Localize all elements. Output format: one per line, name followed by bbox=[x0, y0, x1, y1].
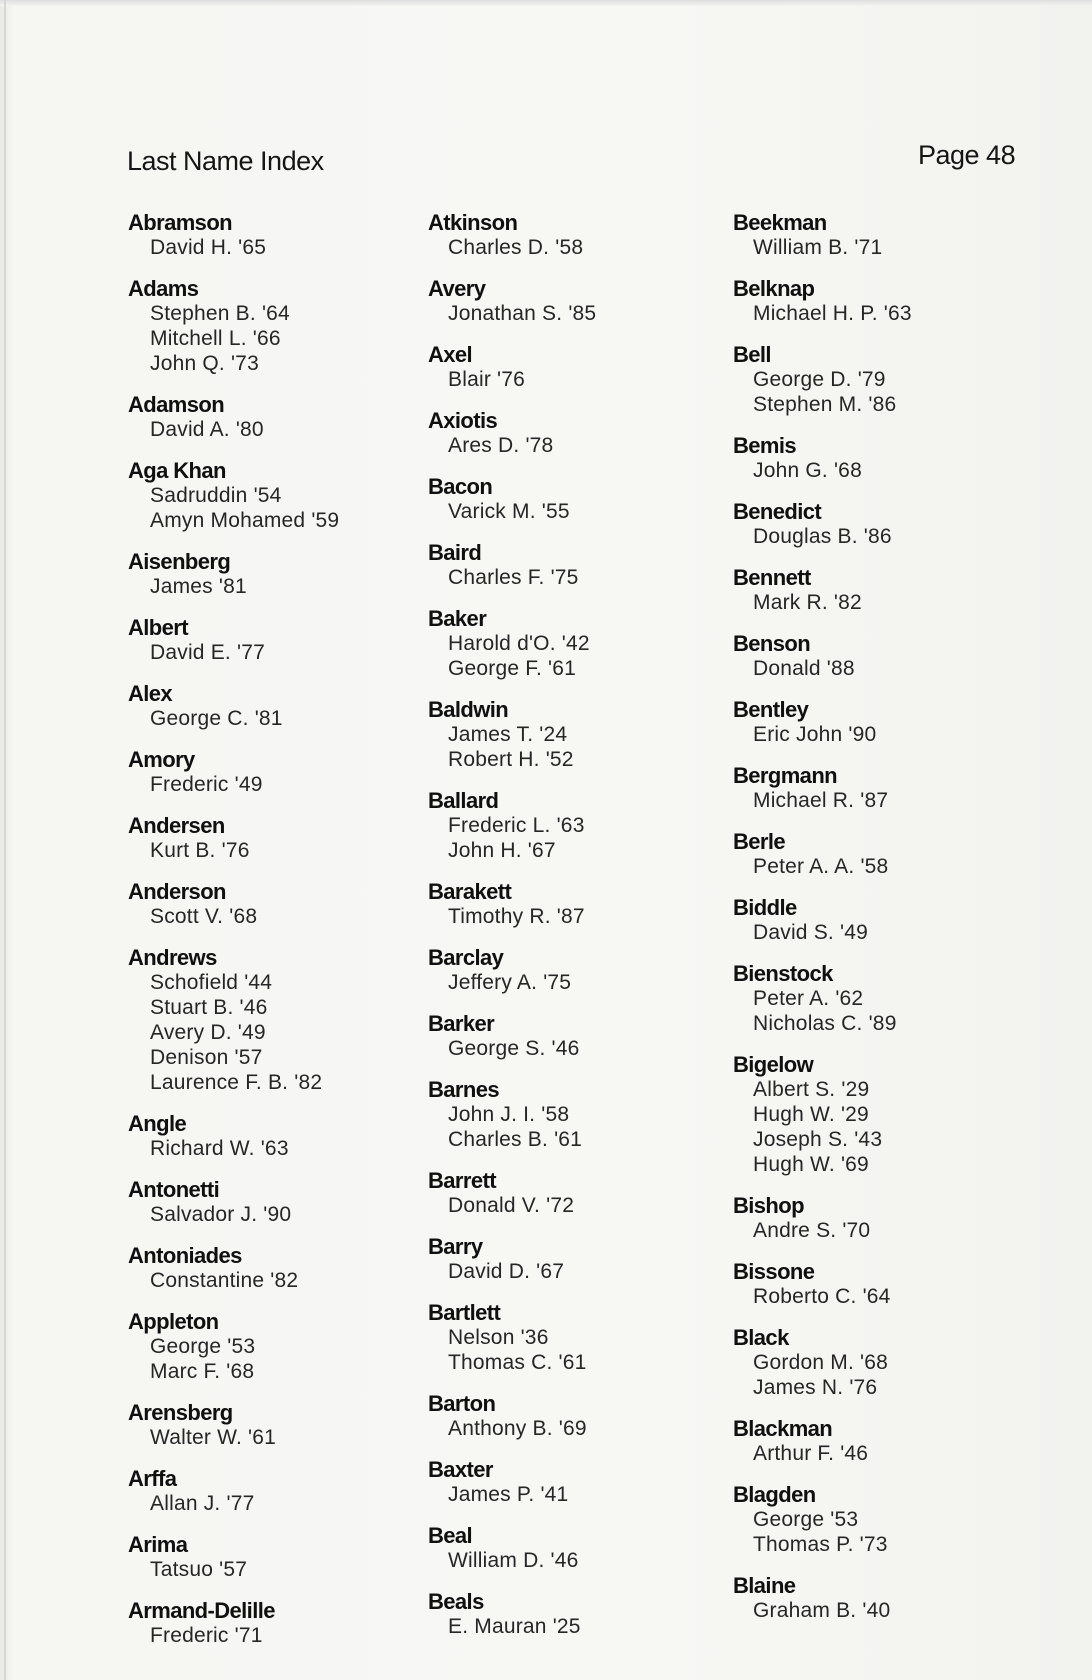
index-entry bbox=[128, 615, 448, 665]
person-name: Graham B. '40 bbox=[753, 1599, 891, 1622]
index-entry bbox=[733, 961, 1053, 1036]
person-name: James T. '24 bbox=[448, 723, 568, 746]
index-entry bbox=[428, 1457, 748, 1507]
surname-heading: Andersen bbox=[128, 813, 225, 838]
person-name: Thomas P. '73 bbox=[753, 1533, 888, 1556]
index-entry bbox=[428, 1011, 748, 1061]
person-name: Jeffery A. '75 bbox=[448, 971, 572, 994]
person-name: Marc F. '68 bbox=[150, 1360, 255, 1383]
surname-heading: Black bbox=[733, 1325, 789, 1350]
index-entry bbox=[733, 1259, 1053, 1309]
index-entry bbox=[733, 210, 1053, 260]
person-name: Frederic '71 bbox=[150, 1624, 263, 1647]
index-entry bbox=[733, 895, 1053, 945]
index-entry bbox=[733, 631, 1053, 681]
surname-heading: Berle bbox=[733, 829, 786, 854]
person-name: George C. '81 bbox=[150, 707, 283, 730]
surname-heading: Bishop bbox=[733, 1193, 804, 1218]
person-name: James P. '41 bbox=[448, 1483, 569, 1506]
surname-heading: Axiotis bbox=[428, 408, 498, 433]
person-name: Donald '88 bbox=[753, 657, 855, 680]
surname-heading: Barker bbox=[428, 1011, 495, 1036]
surname-heading: Baxter bbox=[428, 1457, 493, 1482]
index-entry bbox=[128, 549, 448, 599]
surname-heading: Atkinson bbox=[428, 210, 518, 235]
person-name: Mark R. '82 bbox=[753, 591, 862, 614]
person-name: Donald V. '72 bbox=[448, 1194, 575, 1217]
surname-heading: Antoniades bbox=[128, 1243, 242, 1268]
index-entry bbox=[128, 681, 448, 731]
surname-heading: Bemis bbox=[733, 433, 797, 458]
person-name: Nelson '36 bbox=[448, 1326, 549, 1349]
page-title: Last Name Index bbox=[127, 146, 324, 176]
surname-heading: Appleton bbox=[128, 1309, 219, 1334]
person-name: Walter W. '61 bbox=[150, 1426, 277, 1449]
index-entry bbox=[428, 1300, 748, 1375]
index-entry bbox=[733, 342, 1053, 417]
person-name: Charles F. '75 bbox=[448, 566, 579, 589]
index-entry bbox=[428, 697, 748, 772]
person-name: John G. '68 bbox=[753, 459, 862, 482]
person-name: Jonathan S. '85 bbox=[448, 302, 597, 325]
person-name: David S. '49 bbox=[753, 921, 868, 944]
surname-heading: Armand-Delille bbox=[128, 1598, 275, 1623]
index-entry bbox=[733, 499, 1053, 549]
person-name: Eric John '90 bbox=[753, 723, 877, 746]
surname-heading: Belknap bbox=[733, 276, 815, 301]
person-name: Allan J. '77 bbox=[150, 1492, 255, 1515]
person-name: Frederic '49 bbox=[150, 773, 263, 796]
person-name: Harold d'O. '42 bbox=[448, 632, 590, 655]
surname-heading: Adamson bbox=[128, 392, 225, 417]
index-column-3 bbox=[733, 210, 1053, 1639]
surname-heading: Bentley bbox=[733, 697, 809, 722]
surname-heading: Bartlett bbox=[428, 1300, 501, 1325]
surname-heading: Blackman bbox=[733, 1416, 833, 1441]
surname-heading: Bissone bbox=[733, 1259, 815, 1284]
person-name: E. Mauran '25 bbox=[448, 1615, 581, 1638]
person-name: James '81 bbox=[150, 575, 247, 598]
surname-heading: Blagden bbox=[733, 1482, 816, 1507]
surname-heading: Arima bbox=[128, 1532, 188, 1557]
person-name: Tatsuo '57 bbox=[150, 1558, 248, 1581]
person-name: Varick M. '55 bbox=[448, 500, 570, 523]
person-name: Stephen B. '64 bbox=[150, 302, 290, 325]
person-name: Hugh W. '29 bbox=[753, 1103, 869, 1126]
surname-heading: Bigelow bbox=[733, 1052, 814, 1077]
person-name: George '53 bbox=[150, 1335, 256, 1358]
page-number: Page 48 bbox=[918, 140, 1016, 170]
page-binding-edge bbox=[4, 0, 6, 1680]
person-name: Andre S. '70 bbox=[753, 1219, 871, 1242]
surname-heading: Aga Khan bbox=[128, 458, 226, 483]
person-name: Laurence F. B. '82 bbox=[150, 1071, 323, 1094]
surname-heading: Beekman bbox=[733, 210, 827, 235]
person-name: David D. '67 bbox=[448, 1260, 565, 1283]
person-name: Thomas C. '61 bbox=[448, 1351, 587, 1374]
index-entry bbox=[733, 829, 1053, 879]
person-name: Gordon M. '68 bbox=[753, 1351, 889, 1374]
index-entry bbox=[428, 1168, 748, 1218]
surname-heading: Biddle bbox=[733, 895, 797, 920]
person-name: Salvador J. '90 bbox=[150, 1203, 292, 1226]
surname-heading: Avery bbox=[428, 276, 486, 301]
surname-heading: Bergmann bbox=[733, 763, 837, 788]
person-name: William D. '46 bbox=[448, 1549, 579, 1572]
person-name: Richard W. '63 bbox=[150, 1137, 289, 1160]
index-entry bbox=[428, 1077, 748, 1152]
person-name: Blair '76 bbox=[448, 368, 526, 391]
surname-heading: Arffa bbox=[128, 1466, 177, 1491]
person-name: Timothy R. '87 bbox=[448, 905, 585, 928]
index-entry bbox=[428, 879, 748, 929]
index-entry bbox=[733, 276, 1053, 326]
index-entry bbox=[733, 1482, 1053, 1557]
index-entry bbox=[733, 1416, 1053, 1466]
index-entry bbox=[428, 1589, 748, 1639]
person-name: Hugh W. '69 bbox=[753, 1153, 869, 1176]
index-column-1 bbox=[128, 210, 448, 1664]
index-entry bbox=[733, 1052, 1053, 1177]
surname-heading: Beals bbox=[428, 1589, 484, 1614]
surname-heading: Albert bbox=[128, 615, 188, 640]
index-entry bbox=[128, 879, 448, 929]
surname-heading: Barton bbox=[428, 1391, 496, 1416]
person-name: John J. I. '58 bbox=[448, 1103, 570, 1126]
index-entry bbox=[428, 1391, 748, 1441]
surname-heading: Barnes bbox=[428, 1077, 499, 1102]
index-entry bbox=[128, 945, 448, 1095]
index-entry bbox=[128, 458, 448, 533]
index-entry bbox=[733, 1325, 1053, 1400]
person-name: Arthur F. '46 bbox=[753, 1442, 869, 1465]
index-entry bbox=[428, 210, 748, 260]
surname-heading: Barclay bbox=[428, 945, 504, 970]
surname-heading: Bacon bbox=[428, 474, 493, 499]
person-name: Avery D. '49 bbox=[150, 1021, 266, 1044]
index-entry bbox=[428, 1523, 748, 1573]
surname-heading: Amory bbox=[128, 747, 195, 772]
person-name: George S. '46 bbox=[448, 1037, 580, 1060]
person-name: Douglas B. '86 bbox=[753, 525, 892, 548]
person-name: Nicholas C. '89 bbox=[753, 1012, 897, 1035]
surname-heading: Antonetti bbox=[128, 1177, 220, 1202]
surname-heading: Alex bbox=[128, 681, 173, 706]
index-entry bbox=[733, 565, 1053, 615]
person-name: David A. '80 bbox=[150, 418, 264, 441]
surname-heading: Bell bbox=[733, 342, 771, 367]
index-entry bbox=[733, 697, 1053, 747]
index-entry bbox=[128, 1466, 448, 1516]
index-entry bbox=[428, 474, 748, 524]
index-entry bbox=[428, 606, 748, 681]
person-name: Peter A. '62 bbox=[753, 987, 864, 1010]
person-name: Robert H. '52 bbox=[448, 748, 574, 771]
surname-heading: Axel bbox=[428, 342, 473, 367]
surname-heading: Barrett bbox=[428, 1168, 496, 1193]
index-entry bbox=[128, 392, 448, 442]
index-entry bbox=[128, 747, 448, 797]
index-entry bbox=[128, 813, 448, 863]
surname-heading: Angle bbox=[128, 1111, 187, 1136]
person-name: Ares D. '78 bbox=[448, 434, 554, 457]
person-name: Peter A. A. '58 bbox=[753, 855, 889, 878]
index-entry bbox=[128, 1177, 448, 1227]
index-entry bbox=[733, 1573, 1053, 1623]
person-name: Charles D. '58 bbox=[448, 236, 584, 259]
person-name: Anthony B. '69 bbox=[448, 1417, 587, 1440]
person-name: George F. '61 bbox=[448, 657, 577, 680]
surname-heading: Blaine bbox=[733, 1573, 796, 1598]
surname-heading: Barry bbox=[428, 1234, 483, 1259]
person-name: Denison '57 bbox=[150, 1046, 263, 1069]
person-name: Stephen M. '86 bbox=[753, 393, 897, 416]
person-name: Stuart B. '46 bbox=[150, 996, 268, 1019]
index-entry bbox=[128, 210, 448, 260]
person-name: David H. '65 bbox=[150, 236, 267, 259]
person-name: William B. '71 bbox=[753, 236, 883, 259]
index-entry bbox=[733, 1193, 1053, 1243]
person-name: Scott V. '68 bbox=[150, 905, 258, 928]
person-name: Michael R. '87 bbox=[753, 789, 889, 812]
surname-heading: Benedict bbox=[733, 499, 822, 524]
surname-heading: Arensberg bbox=[128, 1400, 233, 1425]
person-name: Albert S. '29 bbox=[753, 1078, 870, 1101]
person-name: Sadruddin '54 bbox=[150, 484, 282, 507]
index-entry bbox=[128, 1309, 448, 1384]
index-entry bbox=[128, 1532, 448, 1582]
person-name: Michael H. P. '63 bbox=[753, 302, 912, 325]
surname-heading: Anderson bbox=[128, 879, 226, 904]
index-entry bbox=[128, 276, 448, 376]
person-name: Joseph S. '43 bbox=[753, 1128, 883, 1151]
surname-heading: Andrews bbox=[128, 945, 217, 970]
index-entry bbox=[428, 540, 748, 590]
index-entry bbox=[428, 1234, 748, 1284]
person-name: Amyn Mohamed '59 bbox=[150, 509, 340, 532]
person-name: George D. '79 bbox=[753, 368, 886, 391]
person-name: James N. '76 bbox=[753, 1376, 878, 1399]
surname-heading: Beal bbox=[428, 1523, 473, 1548]
surname-heading: Abramson bbox=[128, 210, 232, 235]
index-entry bbox=[128, 1598, 448, 1648]
surname-heading: Bienstock bbox=[733, 961, 833, 986]
index-entry bbox=[428, 788, 748, 863]
person-name: Schofield '44 bbox=[150, 971, 273, 994]
index-entry bbox=[733, 433, 1053, 483]
index-entry bbox=[428, 408, 748, 458]
person-name: John Q. '73 bbox=[150, 352, 259, 375]
index-entry bbox=[428, 276, 748, 326]
index-column-2 bbox=[428, 210, 748, 1655]
index-entry bbox=[128, 1111, 448, 1161]
surname-heading: Aisenberg bbox=[128, 549, 231, 574]
person-name: Charles B. '61 bbox=[448, 1128, 583, 1151]
surname-heading: Baldwin bbox=[428, 697, 509, 722]
person-name: Mitchell L. '66 bbox=[150, 327, 281, 350]
index-entry bbox=[428, 342, 748, 392]
surname-heading: Benson bbox=[733, 631, 811, 656]
surname-heading: Baird bbox=[428, 540, 482, 565]
surname-heading: Ballard bbox=[428, 788, 499, 813]
person-name: John H. '67 bbox=[448, 839, 556, 862]
person-name: Frederic L. '63 bbox=[448, 814, 585, 837]
person-name: Roberto C. '64 bbox=[753, 1285, 891, 1308]
index-entry bbox=[428, 945, 748, 995]
surname-heading: Adams bbox=[128, 276, 199, 301]
surname-heading: Bennett bbox=[733, 565, 811, 590]
person-name: David E. '77 bbox=[150, 641, 265, 664]
surname-heading: Baker bbox=[428, 606, 487, 631]
surname-heading: Barakett bbox=[428, 879, 512, 904]
person-name: Constantine '82 bbox=[150, 1269, 299, 1292]
person-name: George '53 bbox=[753, 1508, 859, 1531]
person-name: Kurt B. '76 bbox=[150, 839, 250, 862]
page-top-shadow bbox=[0, 0, 1092, 6]
index-entry bbox=[128, 1400, 448, 1450]
index-entry bbox=[733, 763, 1053, 813]
index-entry bbox=[128, 1243, 448, 1293]
